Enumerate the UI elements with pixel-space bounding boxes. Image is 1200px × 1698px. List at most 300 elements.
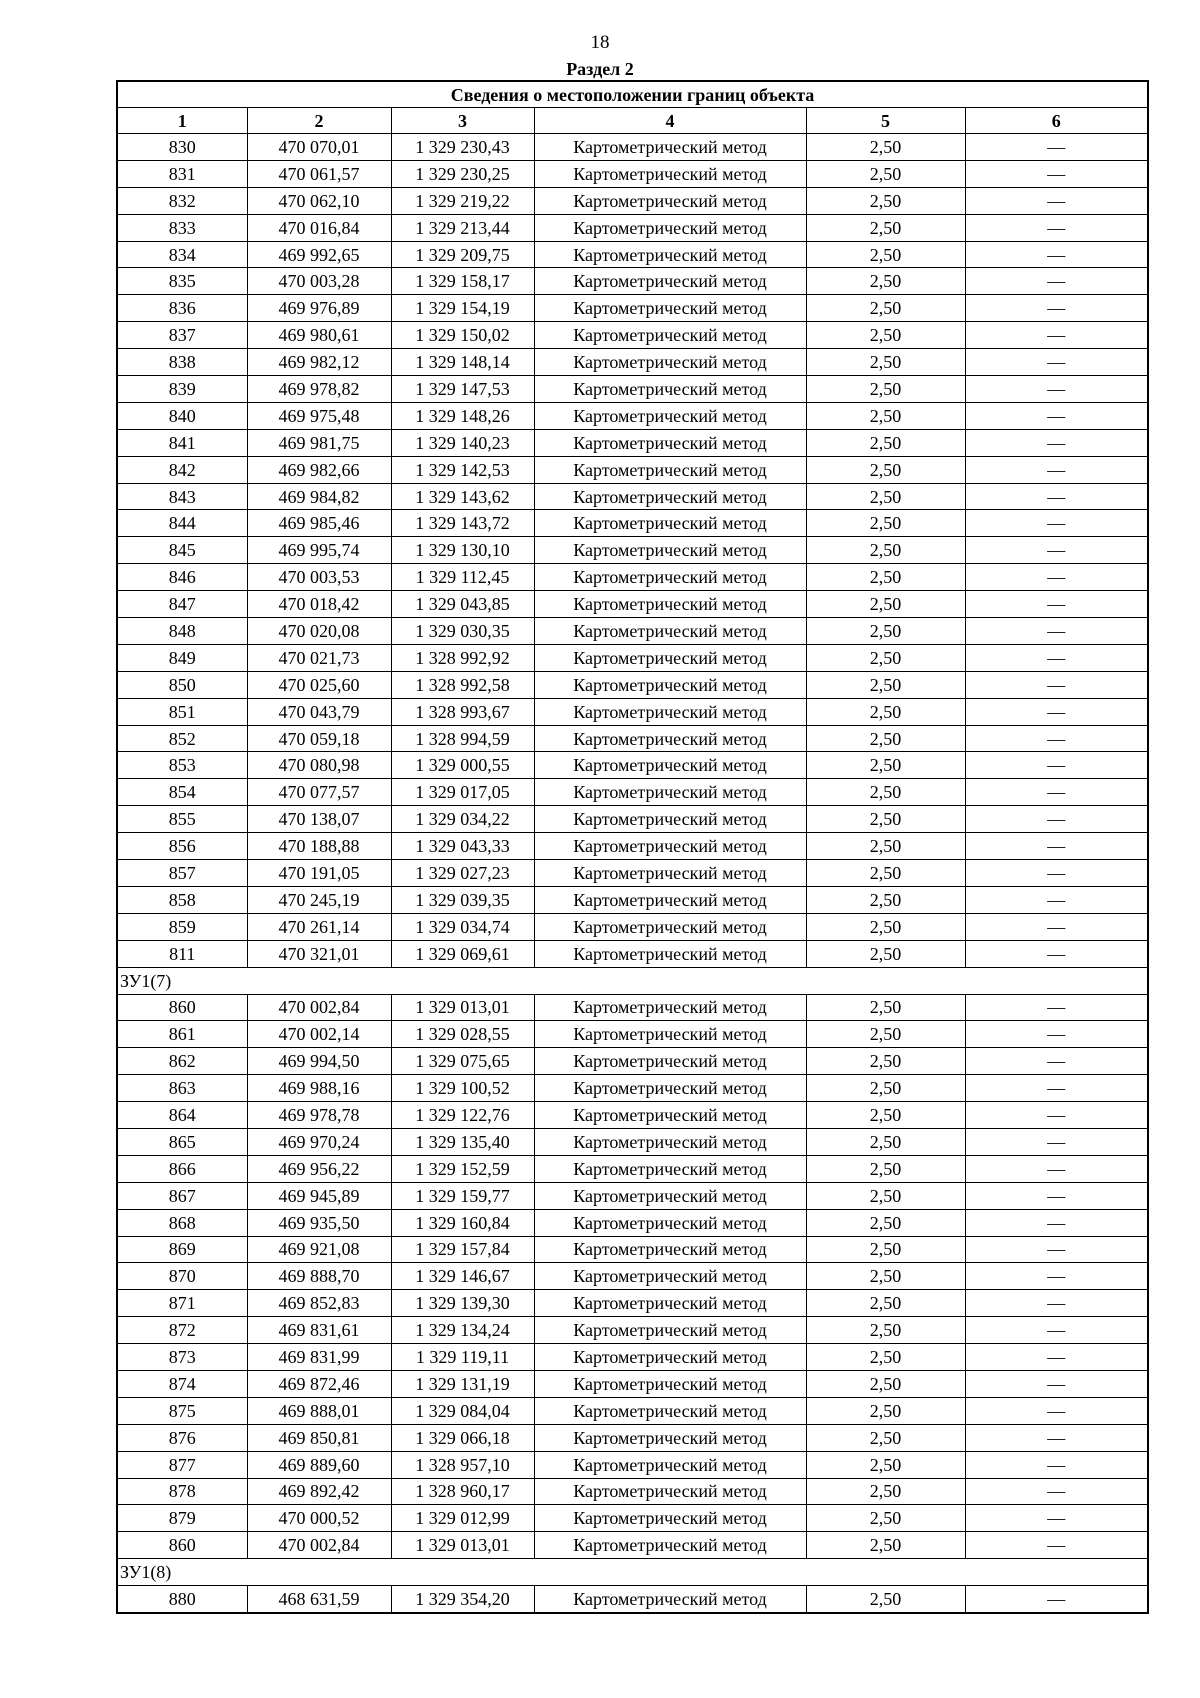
x-coordinate-cell: 469 981,75 [247, 429, 391, 456]
accuracy-cell: 2,50 [806, 1397, 965, 1424]
y-coordinate-cell: 1 329 230,43 [391, 134, 534, 161]
note-cell: — [965, 322, 1148, 349]
point-number-cell: 879 [117, 1505, 247, 1532]
note-cell: — [965, 671, 1148, 698]
x-coordinate-cell: 468 631,59 [247, 1586, 391, 1613]
column-number-row [117, 108, 1148, 134]
method-cell: Картометрический метод [534, 671, 806, 698]
y-coordinate-cell: 1 329 030,35 [391, 618, 534, 645]
accuracy-cell: 2,50 [806, 618, 965, 645]
method-cell: Картометрический метод [534, 268, 806, 295]
accuracy-cell: 2,50 [806, 1532, 965, 1559]
table-row [117, 376, 1148, 403]
accuracy-cell: 2,50 [806, 1236, 965, 1263]
method-cell: Картометрический метод [534, 1586, 806, 1613]
accuracy-cell: 2,50 [806, 429, 965, 456]
note-cell: — [965, 295, 1148, 322]
x-coordinate-cell: 469 970,24 [247, 1128, 391, 1155]
note-cell: — [965, 644, 1148, 671]
y-coordinate-cell: 1 329 219,22 [391, 187, 534, 214]
x-coordinate-cell: 470 002,14 [247, 1021, 391, 1048]
accuracy-cell: 2,50 [806, 376, 965, 403]
x-coordinate-cell: 469 892,42 [247, 1478, 391, 1505]
x-coordinate-cell: 469 945,89 [247, 1182, 391, 1209]
method-cell: Картометрический метод [534, 483, 806, 510]
accuracy-cell: 2,50 [806, 994, 965, 1021]
x-coordinate-cell: 470 321,01 [247, 940, 391, 967]
y-coordinate-cell: 1 329 034,74 [391, 913, 534, 940]
point-number-cell: 878 [117, 1478, 247, 1505]
note-cell: — [965, 160, 1148, 187]
note-cell: — [965, 1478, 1148, 1505]
y-coordinate-cell: 1 329 159,77 [391, 1182, 534, 1209]
note-cell: — [965, 1155, 1148, 1182]
y-coordinate-cell: 1 329 160,84 [391, 1209, 534, 1236]
method-cell: Картометрический метод [534, 591, 806, 618]
method-cell: Картометрический метод [534, 187, 806, 214]
x-coordinate-cell: 470 077,57 [247, 779, 391, 806]
accuracy-cell: 2,50 [806, 564, 965, 591]
method-cell: Картометрический метод [534, 644, 806, 671]
x-coordinate-cell: 470 025,60 [247, 671, 391, 698]
x-coordinate-cell: 470 003,28 [247, 268, 391, 295]
point-number-cell: 835 [117, 268, 247, 295]
accuracy-cell: 2,50 [806, 886, 965, 913]
accuracy-cell: 2,50 [806, 1424, 965, 1451]
y-coordinate-cell: 1 329 146,67 [391, 1263, 534, 1290]
table-row [117, 429, 1148, 456]
note-cell: — [965, 483, 1148, 510]
table-row [117, 483, 1148, 510]
table-row [117, 1128, 1148, 1155]
y-coordinate-cell: 1 329 013,01 [391, 1532, 534, 1559]
x-coordinate-cell: 470 016,84 [247, 214, 391, 241]
table-row [117, 1370, 1148, 1397]
note-cell: — [965, 402, 1148, 429]
method-cell: Картометрический метод [534, 510, 806, 537]
x-coordinate-cell: 470 191,05 [247, 860, 391, 887]
point-number-cell: 870 [117, 1263, 247, 1290]
method-cell: Картометрический метод [534, 429, 806, 456]
x-coordinate-cell: 469 994,50 [247, 1048, 391, 1075]
accuracy-cell: 2,50 [806, 1021, 965, 1048]
note-cell: — [965, 1236, 1148, 1263]
point-number-cell: 839 [117, 376, 247, 403]
y-coordinate-cell: 1 329 150,02 [391, 322, 534, 349]
point-number-cell: 846 [117, 564, 247, 591]
y-coordinate-cell: 1 329 028,55 [391, 1021, 534, 1048]
column-header-6: 6 [965, 108, 1148, 134]
point-number-cell: 867 [117, 1182, 247, 1209]
note-cell: — [965, 886, 1148, 913]
note-cell: — [965, 134, 1148, 161]
accuracy-cell: 2,50 [806, 940, 965, 967]
y-coordinate-cell: 1 329 152,59 [391, 1155, 534, 1182]
method-cell: Картометрический метод [534, 1021, 806, 1048]
method-cell: Картометрический метод [534, 1075, 806, 1102]
table-row [117, 1290, 1148, 1317]
point-number-cell: 830 [117, 134, 247, 161]
point-number-cell: 831 [117, 160, 247, 187]
method-cell: Картометрический метод [534, 537, 806, 564]
table-row [117, 886, 1148, 913]
note-cell: — [965, 833, 1148, 860]
y-coordinate-cell: 1 329 075,65 [391, 1048, 534, 1075]
y-coordinate-cell: 1 329 034,22 [391, 806, 534, 833]
table-row [117, 214, 1148, 241]
y-coordinate-cell: 1 329 213,44 [391, 214, 534, 241]
table-row [117, 1102, 1148, 1129]
x-coordinate-cell: 469 978,82 [247, 376, 391, 403]
accuracy-cell: 2,50 [806, 349, 965, 376]
point-number-cell: 834 [117, 241, 247, 268]
note-cell: — [965, 1424, 1148, 1451]
point-number-cell: 874 [117, 1370, 247, 1397]
method-cell: Картометрический метод [534, 295, 806, 322]
point-number-cell: 852 [117, 725, 247, 752]
x-coordinate-cell: 470 080,98 [247, 752, 391, 779]
method-cell: Картометрический метод [534, 1155, 806, 1182]
x-coordinate-cell: 469 831,99 [247, 1344, 391, 1371]
method-cell: Картометрический метод [534, 1263, 806, 1290]
group-header-row [117, 967, 1148, 994]
table-row [117, 644, 1148, 671]
y-coordinate-cell: 1 329 209,75 [391, 241, 534, 268]
method-cell: Картометрический метод [534, 860, 806, 887]
table-row [117, 752, 1148, 779]
x-coordinate-cell: 469 982,66 [247, 456, 391, 483]
x-coordinate-cell: 470 138,07 [247, 806, 391, 833]
point-number-cell: 862 [117, 1048, 247, 1075]
x-coordinate-cell: 469 978,78 [247, 1102, 391, 1129]
x-coordinate-cell: 470 021,73 [247, 644, 391, 671]
table-row [117, 160, 1148, 187]
accuracy-cell: 2,50 [806, 510, 965, 537]
method-cell: Картометрический метод [534, 1397, 806, 1424]
method-cell: Картометрический метод [534, 1478, 806, 1505]
point-number-cell: 838 [117, 349, 247, 376]
method-cell: Картометрический метод [534, 886, 806, 913]
section-title: Раздел 2 [566, 59, 634, 79]
note-cell: — [965, 1021, 1148, 1048]
y-coordinate-cell: 1 329 142,53 [391, 456, 534, 483]
note-cell: — [965, 214, 1148, 241]
x-coordinate-cell: 469 984,82 [247, 483, 391, 510]
note-cell: — [965, 537, 1148, 564]
point-number-cell: 840 [117, 402, 247, 429]
table-row [117, 725, 1148, 752]
table-row [117, 618, 1148, 645]
y-coordinate-cell: 1 329 069,61 [391, 940, 534, 967]
table-row [117, 1317, 1148, 1344]
accuracy-cell: 2,50 [806, 268, 965, 295]
table-row [117, 456, 1148, 483]
table-row [117, 1236, 1148, 1263]
method-cell: Картометрический метод [534, 456, 806, 483]
accuracy-cell: 2,50 [806, 1290, 965, 1317]
table-row [117, 1478, 1148, 1505]
point-number-cell: 856 [117, 833, 247, 860]
note-cell: — [965, 1182, 1148, 1209]
table-row [117, 322, 1148, 349]
x-coordinate-cell: 469 976,89 [247, 295, 391, 322]
table-caption: Сведения о местоположении границ объекта [117, 81, 1148, 108]
method-cell: Картометрический метод [534, 1344, 806, 1371]
note-cell: — [965, 1370, 1148, 1397]
table-row [117, 913, 1148, 940]
point-number-cell: 860 [117, 1532, 247, 1559]
note-cell: — [965, 1263, 1148, 1290]
y-coordinate-cell: 1 329 130,10 [391, 537, 534, 564]
method-cell: Картометрический метод [534, 376, 806, 403]
x-coordinate-cell: 469 831,61 [247, 1317, 391, 1344]
accuracy-cell: 2,50 [806, 752, 965, 779]
note-cell: — [965, 698, 1148, 725]
y-coordinate-cell: 1 329 139,30 [391, 1290, 534, 1317]
column-header-2: 2 [247, 108, 391, 134]
point-number-cell: 864 [117, 1102, 247, 1129]
y-coordinate-cell: 1 329 135,40 [391, 1128, 534, 1155]
note-cell: — [965, 752, 1148, 779]
x-coordinate-cell: 470 188,88 [247, 833, 391, 860]
group-label: ЗУ1(7) [117, 967, 1148, 994]
method-cell: Картометрический метод [534, 940, 806, 967]
table-caption-row [117, 81, 1148, 108]
table-row [117, 1075, 1148, 1102]
method-cell: Картометрический метод [534, 214, 806, 241]
y-coordinate-cell: 1 329 230,25 [391, 160, 534, 187]
x-coordinate-cell: 469 992,65 [247, 241, 391, 268]
y-coordinate-cell: 1 329 084,04 [391, 1397, 534, 1424]
method-cell: Картометрический метод [534, 241, 806, 268]
table-row [117, 295, 1148, 322]
point-number-cell: 869 [117, 1236, 247, 1263]
note-cell: — [965, 1128, 1148, 1155]
method-cell: Картометрический метод [534, 833, 806, 860]
accuracy-cell: 2,50 [806, 1505, 965, 1532]
accuracy-cell: 2,50 [806, 295, 965, 322]
table-row [117, 241, 1148, 268]
note-cell: — [965, 1451, 1148, 1478]
note-cell: — [965, 510, 1148, 537]
method-cell: Картометрический метод [534, 1128, 806, 1155]
table-row [117, 349, 1148, 376]
x-coordinate-cell: 469 985,46 [247, 510, 391, 537]
point-number-cell: 851 [117, 698, 247, 725]
x-coordinate-cell: 470 061,57 [247, 160, 391, 187]
point-number-cell: 857 [117, 860, 247, 887]
y-coordinate-cell: 1 328 992,58 [391, 671, 534, 698]
x-coordinate-cell: 469 982,12 [247, 349, 391, 376]
y-coordinate-cell: 1 329 017,05 [391, 779, 534, 806]
accuracy-cell: 2,50 [806, 1451, 965, 1478]
method-cell: Картометрический метод [534, 402, 806, 429]
table-row [117, 134, 1148, 161]
point-number-cell: 836 [117, 295, 247, 322]
x-coordinate-cell: 470 062,10 [247, 187, 391, 214]
accuracy-cell: 2,50 [806, 1370, 965, 1397]
table-row [117, 1263, 1148, 1290]
accuracy-cell: 2,50 [806, 1155, 965, 1182]
group-header-row [117, 1559, 1148, 1586]
table-row [117, 1424, 1148, 1451]
accuracy-cell: 2,50 [806, 1263, 965, 1290]
table-row [117, 537, 1148, 564]
method-cell: Картометрический метод [534, 1505, 806, 1532]
table-row [117, 994, 1148, 1021]
y-coordinate-cell: 1 328 960,17 [391, 1478, 534, 1505]
method-cell: Картометрический метод [534, 779, 806, 806]
accuracy-cell: 2,50 [806, 241, 965, 268]
table-row [117, 1451, 1148, 1478]
note-cell: — [965, 940, 1148, 967]
y-coordinate-cell: 1 329 066,18 [391, 1424, 534, 1451]
y-coordinate-cell: 1 328 992,92 [391, 644, 534, 671]
accuracy-cell: 2,50 [806, 913, 965, 940]
point-number-cell: 868 [117, 1209, 247, 1236]
column-header-4: 4 [534, 108, 806, 134]
point-number-cell: 860 [117, 994, 247, 1021]
y-coordinate-cell: 1 329 148,14 [391, 349, 534, 376]
note-cell: — [965, 1586, 1148, 1613]
table-row [117, 806, 1148, 833]
y-coordinate-cell: 1 329 354,20 [391, 1586, 534, 1613]
y-coordinate-cell: 1 329 027,23 [391, 860, 534, 887]
accuracy-cell: 2,50 [806, 725, 965, 752]
table-row [117, 187, 1148, 214]
point-number-cell: 866 [117, 1155, 247, 1182]
method-cell: Картометрический метод [534, 913, 806, 940]
boundary-coordinates-table [116, 80, 1149, 1614]
point-number-cell: 854 [117, 779, 247, 806]
note-cell: — [965, 1317, 1148, 1344]
point-number-cell: 877 [117, 1451, 247, 1478]
note-cell: — [965, 725, 1148, 752]
point-number-cell: 873 [117, 1344, 247, 1371]
y-coordinate-cell: 1 329 143,62 [391, 483, 534, 510]
method-cell: Картометрический метод [534, 1532, 806, 1559]
table-row [117, 564, 1148, 591]
method-cell: Картометрический метод [534, 752, 806, 779]
method-cell: Картометрический метод [534, 1370, 806, 1397]
accuracy-cell: 2,50 [806, 134, 965, 161]
table-row [117, 1021, 1148, 1048]
point-number-cell: 853 [117, 752, 247, 779]
table-row [117, 1209, 1148, 1236]
accuracy-cell: 2,50 [806, 160, 965, 187]
table-row [117, 1048, 1148, 1075]
point-number-cell: 875 [117, 1397, 247, 1424]
table-row [117, 860, 1148, 887]
point-number-cell: 859 [117, 913, 247, 940]
accuracy-cell: 2,50 [806, 1128, 965, 1155]
group-label: ЗУ1(8) [117, 1559, 1148, 1586]
x-coordinate-cell: 469 888,01 [247, 1397, 391, 1424]
accuracy-cell: 2,50 [806, 537, 965, 564]
accuracy-cell: 2,50 [806, 591, 965, 618]
note-cell: — [965, 994, 1148, 1021]
x-coordinate-cell: 469 975,48 [247, 402, 391, 429]
note-cell: — [965, 618, 1148, 645]
method-cell: Картометрический метод [534, 1209, 806, 1236]
y-coordinate-cell: 1 329 157,84 [391, 1236, 534, 1263]
method-cell: Картометрический метод [534, 134, 806, 161]
table-row [117, 940, 1148, 967]
accuracy-cell: 2,50 [806, 860, 965, 887]
accuracy-cell: 2,50 [806, 1209, 965, 1236]
note-cell: — [965, 1344, 1148, 1371]
note-cell: — [965, 349, 1148, 376]
accuracy-cell: 2,50 [806, 1048, 965, 1075]
point-number-cell: 858 [117, 886, 247, 913]
method-cell: Картометрический метод [534, 618, 806, 645]
x-coordinate-cell: 470 043,79 [247, 698, 391, 725]
point-number-cell: 833 [117, 214, 247, 241]
y-coordinate-cell: 1 329 122,76 [391, 1102, 534, 1129]
x-coordinate-cell: 470 261,14 [247, 913, 391, 940]
x-coordinate-cell: 470 003,53 [247, 564, 391, 591]
table-row [117, 1397, 1148, 1424]
accuracy-cell: 2,50 [806, 779, 965, 806]
point-number-cell: 843 [117, 483, 247, 510]
x-coordinate-cell: 470 020,08 [247, 618, 391, 645]
method-cell: Картометрический метод [534, 994, 806, 1021]
point-number-cell: 863 [117, 1075, 247, 1102]
method-cell: Картометрический метод [534, 1290, 806, 1317]
note-cell: — [965, 591, 1148, 618]
point-number-cell: 845 [117, 537, 247, 564]
note-cell: — [965, 564, 1148, 591]
method-cell: Картометрический метод [534, 349, 806, 376]
x-coordinate-cell: 469 850,81 [247, 1424, 391, 1451]
y-coordinate-cell: 1 329 000,55 [391, 752, 534, 779]
y-coordinate-cell: 1 329 134,24 [391, 1317, 534, 1344]
method-cell: Картометрический метод [534, 564, 806, 591]
note-cell: — [965, 1505, 1148, 1532]
note-cell: — [965, 268, 1148, 295]
y-coordinate-cell: 1 329 143,72 [391, 510, 534, 537]
note-cell: — [965, 456, 1148, 483]
point-number-cell: 847 [117, 591, 247, 618]
point-number-cell: 880 [117, 1586, 247, 1613]
table-row [117, 1344, 1148, 1371]
x-coordinate-cell: 470 002,84 [247, 1532, 391, 1559]
y-coordinate-cell: 1 329 154,19 [391, 295, 534, 322]
method-cell: Картометрический метод [534, 806, 806, 833]
x-coordinate-cell: 470 018,42 [247, 591, 391, 618]
table-row [117, 833, 1148, 860]
y-coordinate-cell: 1 329 158,17 [391, 268, 534, 295]
accuracy-cell: 2,50 [806, 698, 965, 725]
y-coordinate-cell: 1 329 012,99 [391, 1505, 534, 1532]
note-cell: — [965, 1290, 1148, 1317]
x-coordinate-cell: 469 889,60 [247, 1451, 391, 1478]
accuracy-cell: 2,50 [806, 1344, 965, 1371]
x-coordinate-cell: 469 935,50 [247, 1209, 391, 1236]
point-number-cell: 811 [117, 940, 247, 967]
table-row [117, 779, 1148, 806]
y-coordinate-cell: 1 329 100,52 [391, 1075, 534, 1102]
method-cell: Картометрический метод [534, 1236, 806, 1263]
accuracy-cell: 2,50 [806, 833, 965, 860]
method-cell: Картометрический метод [534, 1317, 806, 1344]
accuracy-cell: 2,50 [806, 1182, 965, 1209]
column-header-3: 3 [391, 108, 534, 134]
point-number-cell: 872 [117, 1317, 247, 1344]
y-coordinate-cell: 1 329 112,45 [391, 564, 534, 591]
note-cell: — [965, 779, 1148, 806]
y-coordinate-cell: 1 328 957,10 [391, 1451, 534, 1478]
